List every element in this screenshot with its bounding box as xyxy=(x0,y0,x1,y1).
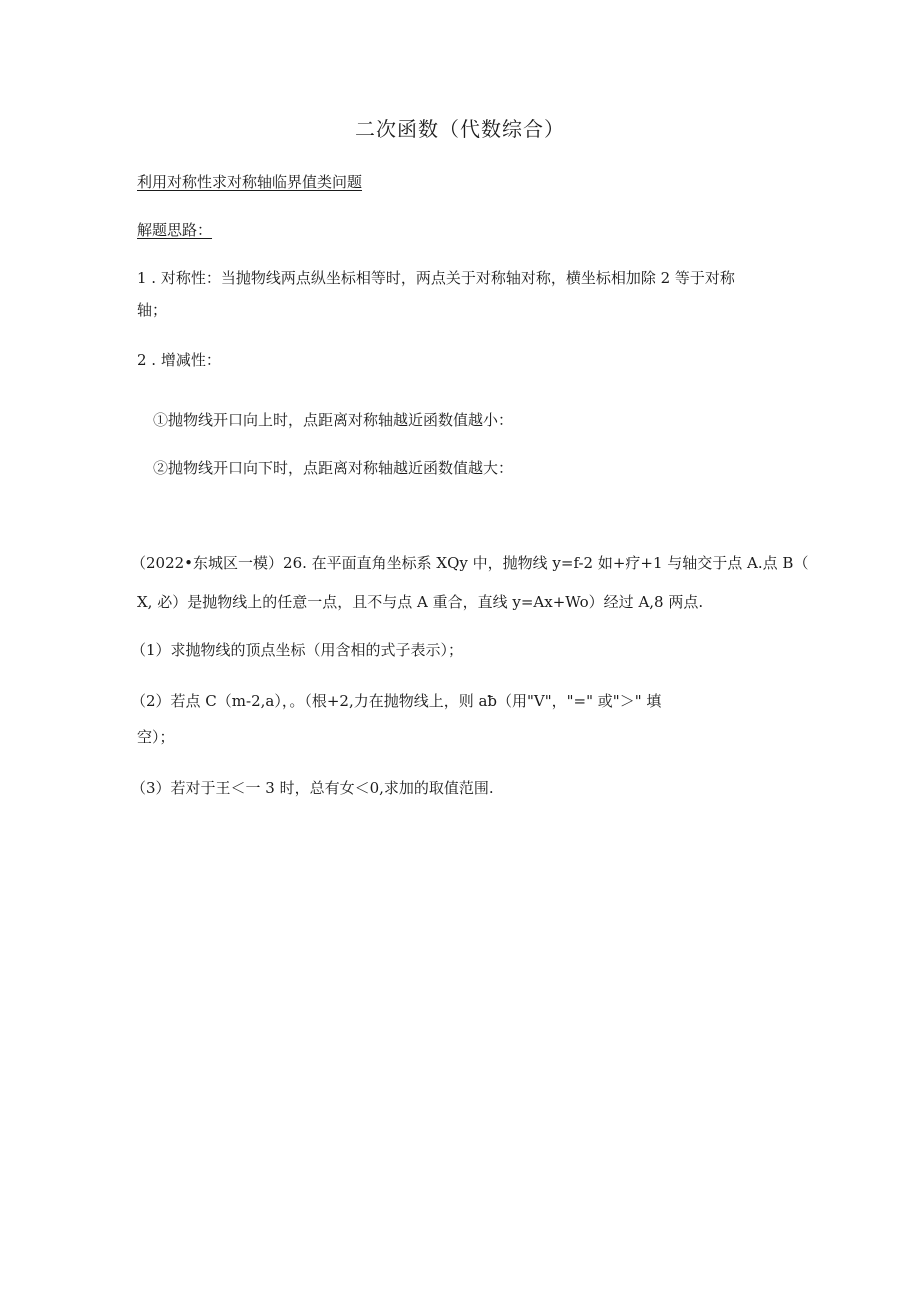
section-subtitle: 利用对称性求对称轴临界值类问题 xyxy=(137,173,363,191)
question-2-line-1: （2）若点 C（m-2,a），。（根+2,力在抛物线上，则 aƀ（用"V"，"=" 或"＞" 填 xyxy=(131,692,662,710)
approach-label: 解题思路： xyxy=(137,221,213,239)
point-2-sub-1: ①抛物线开口向上时，点距离对称轴越近函数值越小： xyxy=(153,411,514,429)
point-2-sub-2: ②抛物线开口向下时，点距离对称轴越近函数值越大： xyxy=(153,459,514,477)
problem-statement-line-1: （2022•东城区一模）26. 在平面直角坐标系 XQy 中，抛物线 y=f-2 如+疗+1 与轴交于点 A.点 B（ xyxy=(131,554,809,572)
question-1: （1）求抛物线的顶点坐标（用含相的式子表示）； xyxy=(131,641,464,659)
point-2-text: 2 . 增减性： xyxy=(137,351,221,369)
point-1-continuation: 轴； xyxy=(137,301,168,319)
document-title: 二次函数（代数综合） xyxy=(355,117,565,141)
question-2-line-2: 空）； xyxy=(137,728,175,746)
question-3: （3）若对于王＜一 3 时，总有女＜0,求加的取值范围. xyxy=(131,779,494,797)
point-1-text: 1 . 对称性：当抛物线两点纵坐标相等时，两点关于对称轴对称，横坐标相加除 2 等于对称 xyxy=(137,269,735,287)
problem-statement-line-2: X, 必）是抛物线上的任意一点，且不与点 A 重合，直线 y=Ax+Wo）经过 A,8 两点. xyxy=(137,593,704,611)
